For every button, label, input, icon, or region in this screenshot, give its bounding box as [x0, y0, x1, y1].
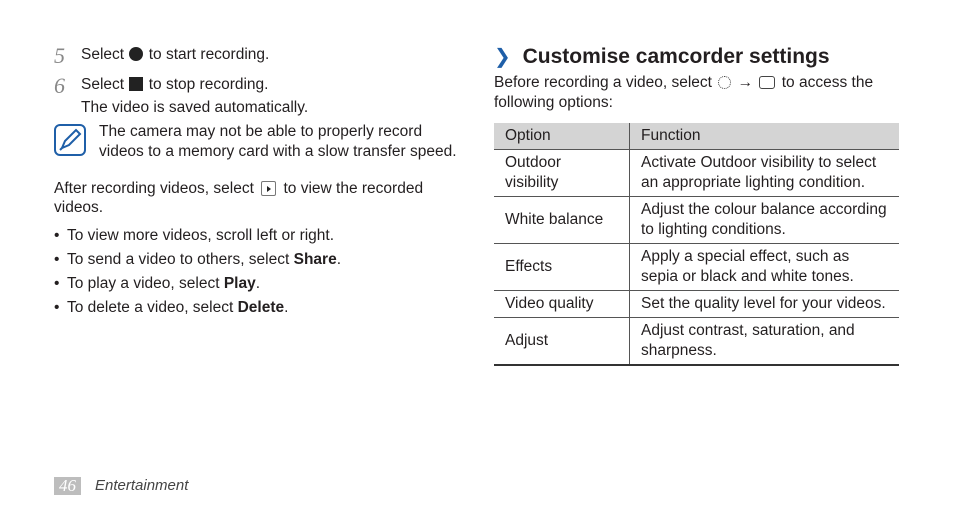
- chevron-right-icon: ❯: [494, 46, 511, 68]
- step-6-subtext: The video is saved automatically.: [81, 99, 309, 116]
- column-header-option: Option: [494, 123, 630, 150]
- list-item: • To view more videos, scroll left or right.: [54, 224, 341, 248]
- option-cell: Video quality: [494, 291, 630, 318]
- video-actions-list: [54, 224, 341, 320]
- note-line-2: videos to a memory card with a slow transfer speed.: [99, 143, 457, 160]
- table-row: [494, 244, 899, 291]
- section-name: Entertainment: [95, 477, 189, 494]
- table-header-row: [494, 123, 899, 150]
- function-cell: Activate Outdoor visibility to select an appropriate lighting condition.: [630, 150, 900, 197]
- options-table: [494, 123, 899, 366]
- column-header-function: Function: [630, 123, 900, 150]
- step-number-6: 6: [54, 73, 65, 98]
- function-cell: Adjust the colour balance according to lighting conditions.: [630, 197, 900, 244]
- option-cell: Adjust: [494, 318, 630, 366]
- after-line-2: videos.: [54, 199, 104, 216]
- note-pencil-icon: [54, 124, 86, 156]
- step-number-5: 5: [54, 43, 65, 68]
- option-cell: Outdoor visibility: [494, 150, 630, 197]
- table-row: [494, 318, 899, 366]
- step-5-post: to start recording.: [148, 46, 270, 63]
- intro-text: [494, 73, 873, 93]
- step-5-text: [81, 45, 269, 65]
- settings-gear-icon: [718, 76, 731, 89]
- page-number: 46: [54, 477, 81, 495]
- table-row: [494, 150, 899, 197]
- intro-arrow: →: [737, 74, 754, 91]
- option-cell: Effects: [494, 244, 630, 291]
- function-cell: Set the quality level for your videos.: [630, 291, 900, 318]
- option-cell: White balance: [494, 197, 630, 244]
- intro-post: to access the: [781, 74, 874, 91]
- table-row: [494, 291, 899, 318]
- stop-square-icon: [129, 77, 143, 91]
- play-icon: [261, 181, 276, 196]
- table-row: [494, 197, 899, 244]
- step-6-text: [81, 75, 268, 95]
- after-post: to view the recorded: [283, 180, 424, 197]
- note-line-1: The camera may not be able to properly record: [99, 123, 423, 140]
- section-heading-text: Customise camcorder settings: [522, 45, 830, 68]
- camcorder-icon: [759, 76, 775, 89]
- intro-line-2: following options:: [494, 94, 613, 111]
- record-circle-icon: [129, 47, 143, 61]
- step-6-post: to stop recording.: [148, 76, 269, 93]
- step-6-pre: Select: [81, 76, 125, 93]
- section-heading: [494, 44, 830, 70]
- after-recording-text: [54, 179, 423, 199]
- function-cell: Adjust contrast, saturation, and sharpness.: [630, 318, 900, 366]
- after-pre: After recording videos, select: [54, 180, 254, 197]
- list-item: • To play a video, select Play.: [54, 272, 341, 296]
- step-5-pre: Select: [81, 46, 125, 63]
- function-cell: Apply a special effect, such as sepia or black and white tones.: [630, 244, 900, 291]
- list-item: • To delete a video, select Delete.: [54, 296, 341, 320]
- intro-pre: Before recording a video, select: [494, 74, 712, 91]
- list-item: • To send a video to others, select Share.: [54, 248, 341, 272]
